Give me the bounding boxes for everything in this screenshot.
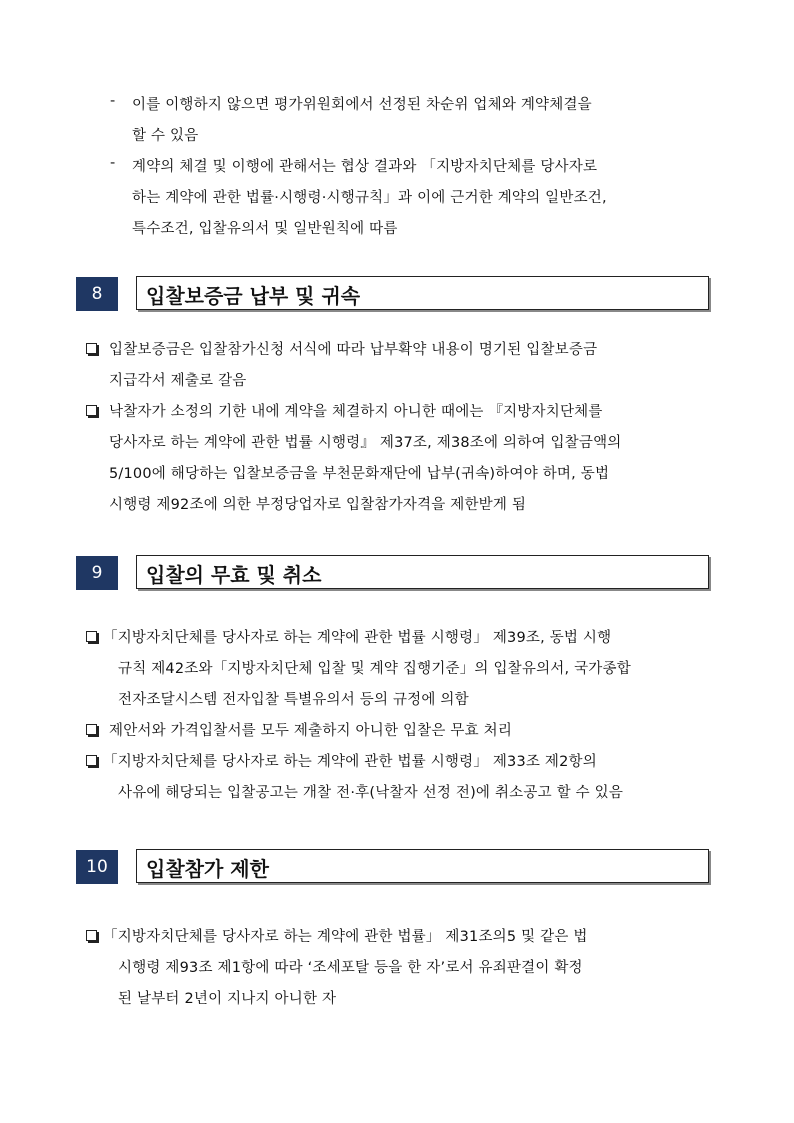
section-number-badge: 8	[76, 277, 118, 311]
checkbox-bullet-icon	[86, 930, 97, 941]
dash-marker: -	[110, 93, 116, 109]
section-text-line: 시행령 제93조 제1항에 따라 ‘조세포탈 등을 한 자’로서 유죄판결이 확정	[118, 960, 583, 976]
section-title: 입찰의 무효 및 취소	[146, 563, 322, 587]
section-text-line: 「지방자치단체를 당사자로 하는 계약에 관한 법률」 제31조의5 및 같은 법	[103, 929, 588, 945]
checkbox-bullet-icon	[86, 343, 97, 354]
section-text-line: 사유에 해당되는 입찰공고는 개찰 전·후(낙찰자 선정 전)에 취소공고 할 수 있음	[118, 785, 624, 801]
section-title: 입찰보증금 납부 및 귀속	[146, 284, 361, 308]
intro-text-line: 할 수 있음	[132, 128, 199, 144]
checkbox-bullet-icon	[86, 405, 97, 416]
section-text-line: 시행령 제92조에 의한 부정당업자로 입찰참가자격을 제한받게 됨	[109, 497, 527, 513]
section-text-line: 된 날부터 2년이 지나지 아니한 자	[118, 991, 337, 1007]
section-text-line: 규칙 제42조와「지방자치단체 입찰 및 계약 집행기준」의 입찰유의서, 국가종합	[118, 661, 631, 677]
section-title-box	[136, 276, 709, 310]
dash-marker: -	[110, 155, 116, 171]
checkbox-bullet-icon	[86, 631, 97, 642]
section-text-line: 낙찰자가 소정의 기한 내에 계약을 체결하지 아니한 때에는 『지방자치단체를	[109, 404, 603, 420]
section-text-line: 전자조달시스템 전자입찰 특별유의서 등의 규정에 의함	[118, 692, 469, 708]
section-text-line: 5/100에 해당하는 입찰보증금을 부천문화재단에 납부(귀속)하여야 하며, 동법	[109, 466, 610, 482]
section-title: 입찰참가 제한	[146, 857, 269, 881]
section-text-line: 지급각서 제출로 갈음	[109, 373, 247, 389]
intro-text-line: 계약의 체결 및 이행에 관해서는 협상 결과와 「지방자치단체를 당사자로	[132, 159, 598, 175]
intro-text-line: 하는 계약에 관한 법률·시행령·시행규칙」과 이에 근거한 계약의 일반조건,	[132, 190, 607, 206]
section-text-line: 제안서와 가격입찰서를 모두 제출하지 아니한 입찰은 무효 처리	[109, 723, 513, 739]
section-text-line: 「지방자치단체를 당사자로 하는 계약에 관한 법률 시행령」 제33조 제2항의	[103, 754, 597, 770]
section-number-badge: 10	[76, 850, 118, 884]
section-text-line: 입찰보증금은 입찰참가신청 서식에 따라 납부확약 내용이 명기된 입찰보증금	[109, 342, 598, 358]
intro-text-line: 특수조건, 입찰유의서 및 일반원칙에 따름	[132, 221, 398, 237]
section-text-line: 당사자로 하는 계약에 관한 법률 시행령』 제37조, 제38조에 의하여 입찰금액의	[109, 435, 622, 451]
section-text-line: 「지방자치단체를 당사자로 하는 계약에 관한 법률 시행령」 제39조, 동법 시행	[103, 630, 612, 646]
checkbox-bullet-icon	[86, 755, 97, 766]
section-title-box	[136, 555, 709, 589]
section-title-box	[136, 849, 709, 883]
intro-text-line: 이를 이행하지 않으면 평가위원회에서 선정된 차순위 업체와 계약체결을	[132, 97, 592, 113]
section-number-badge: 9	[76, 556, 118, 590]
checkbox-bullet-icon	[86, 724, 97, 735]
